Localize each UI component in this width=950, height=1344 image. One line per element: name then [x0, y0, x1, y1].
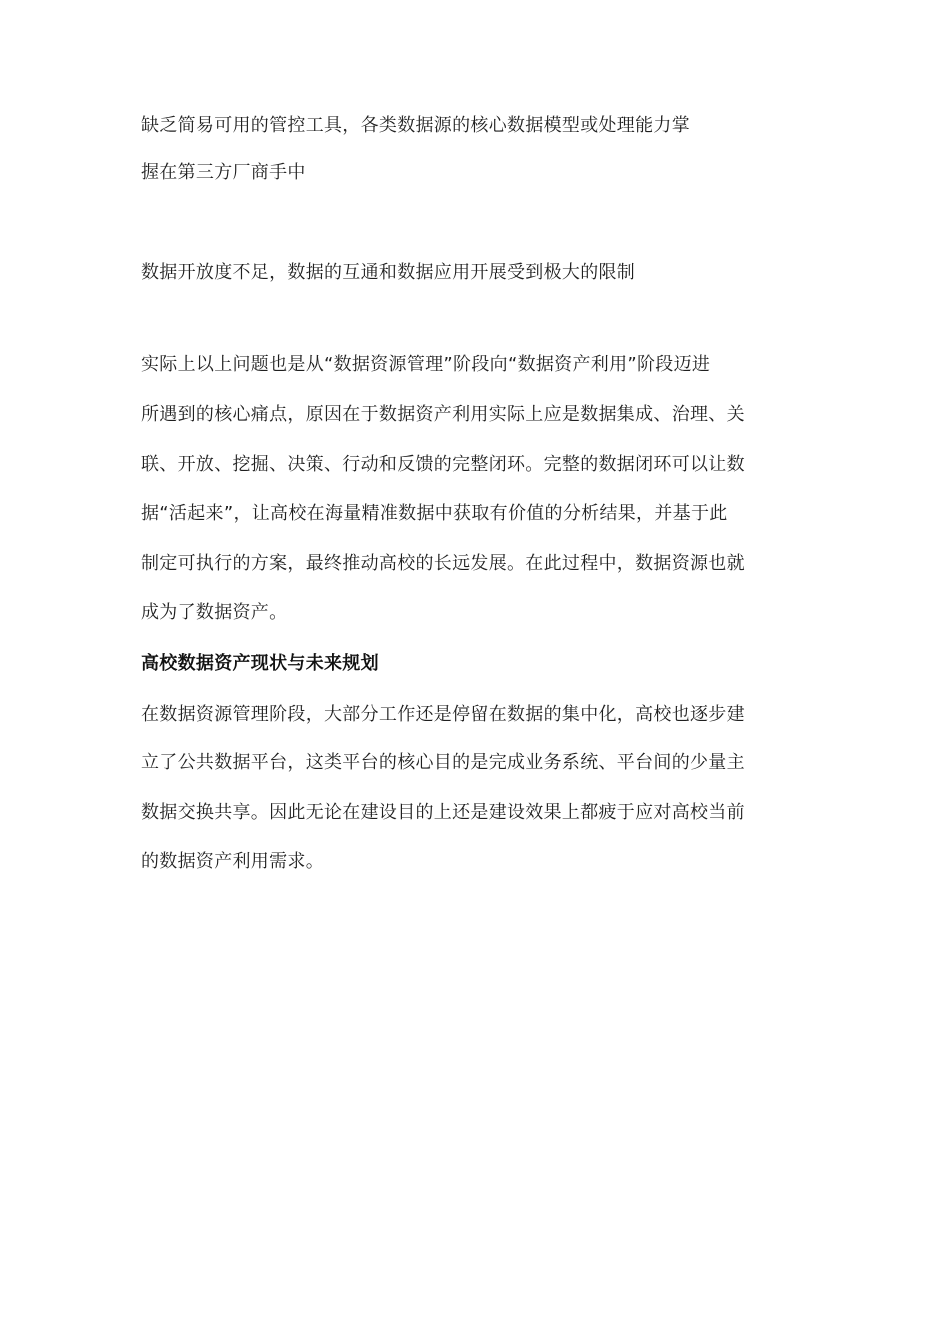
paragraph-3-line-3: 联、开放、挖掘、决策、行动和反馈的完整闭环。完整的数据闭环可以让数	[141, 454, 745, 475]
paragraph-4-line-1: 在数据资源管理阶段，大部分工作还是停留在数据的集中化，高校也逐步建	[141, 704, 745, 725]
paragraph-3-line-6: 成为了数据资产。	[141, 602, 288, 623]
paragraph-3-line-1: 实际上以上问题也是从“数据资源管理”阶段向“数据资产利用”阶段迈进	[141, 354, 711, 375]
paragraph-4-line-3: 数据交换共享。因此无论在建设目的上还是建设效果上都疲于应对高校当前	[141, 802, 745, 823]
paragraph-1-line-1: 缺乏简易可用的管控工具，各类数据源的核心数据模型或处理能力掌	[141, 115, 690, 136]
section-heading: 高校数据资产现状与未来规划	[141, 653, 379, 674]
paragraph-3-line-5: 制定可执行的方案，最终推动高校的长远发展。在此过程中，数据资源也就	[141, 553, 745, 574]
paragraph-1-line-2: 握在第三方厂商手中	[141, 162, 306, 183]
paragraph-4-line-4: 的数据资产利用需求。	[141, 851, 324, 872]
paragraph-3-line-4: 据“活起来”，让高校在海量精准数据中获取有价值的分析结果，并基于此	[141, 503, 728, 524]
paragraph-2-line-1: 数据开放度不足，数据的互通和数据应用开展受到极大的限制	[141, 262, 636, 283]
paragraph-4-line-2: 立了公共数据平台，这类平台的核心目的是完成业务系统、平台间的少量主	[141, 752, 745, 773]
paragraph-3-line-2: 所遇到的核心痛点，原因在于数据资产利用实际上应是数据集成、治理、关	[141, 404, 745, 425]
